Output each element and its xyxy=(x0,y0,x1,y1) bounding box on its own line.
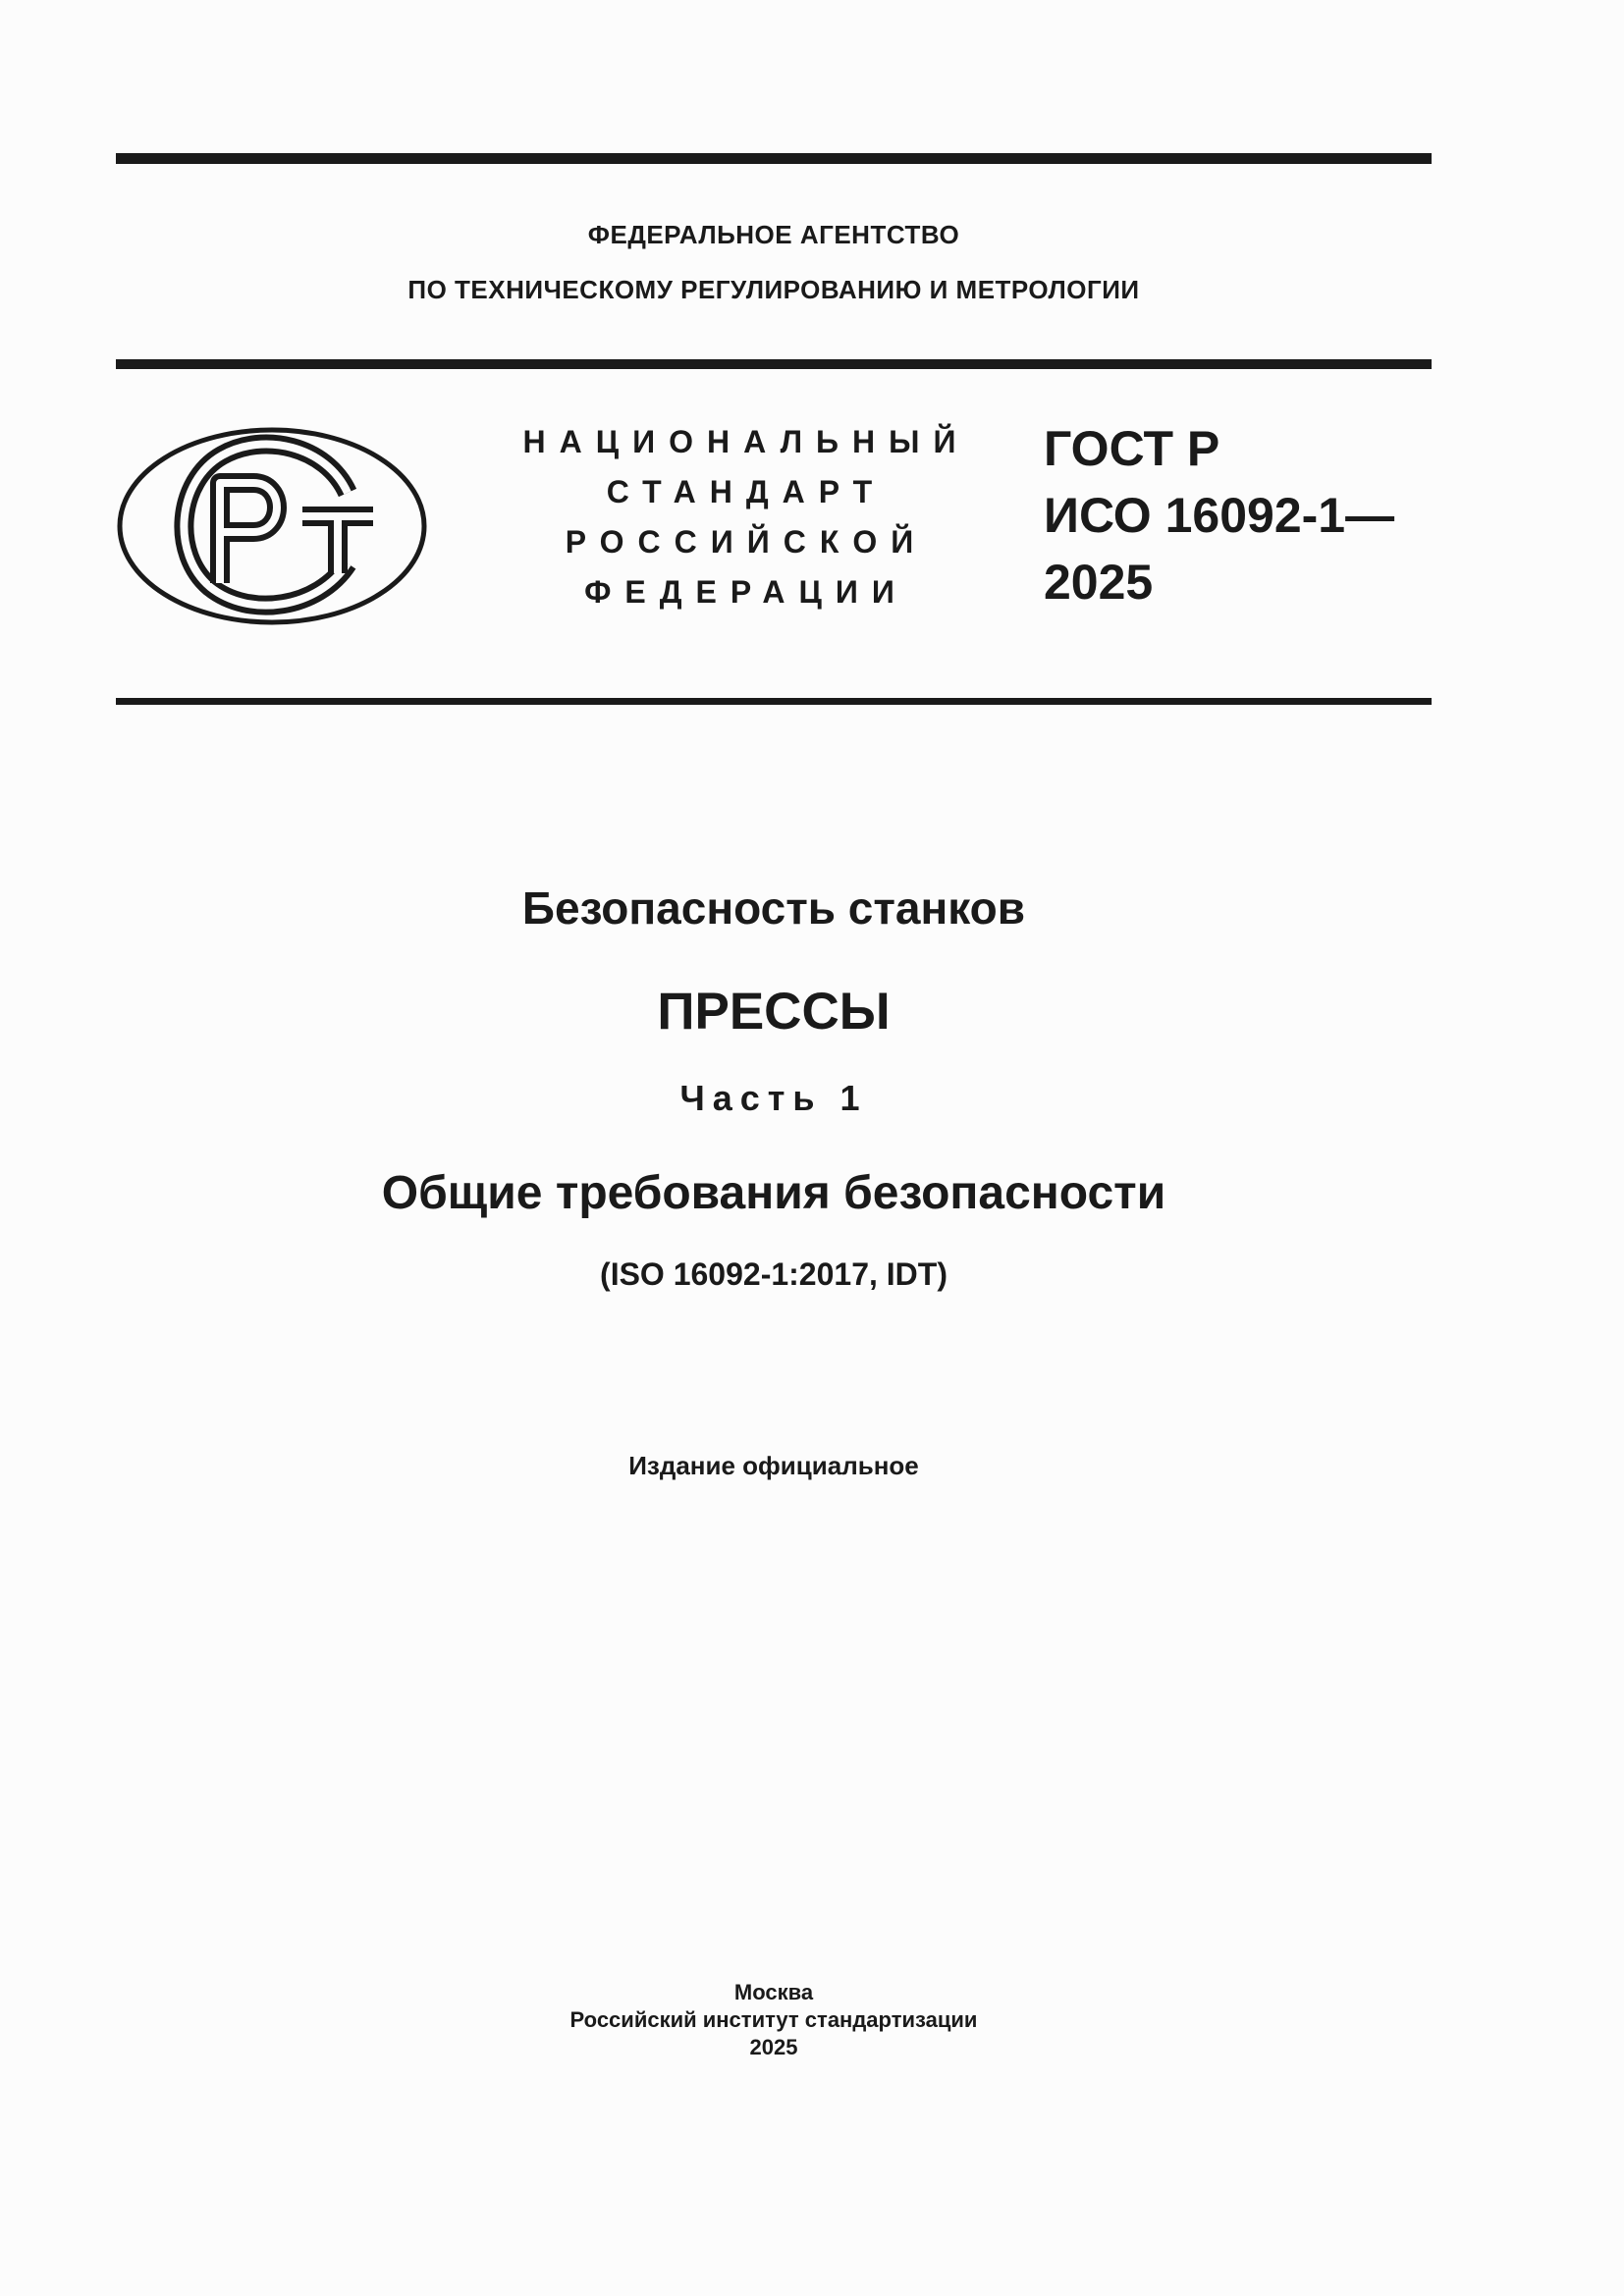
national-standard-line1: НАЦИОНАЛЬНЫЙ xyxy=(522,424,970,459)
header-rule xyxy=(116,359,1432,369)
title-part: Часть 1 xyxy=(679,1078,868,1118)
imprint-city: Москва xyxy=(733,1980,814,2004)
designation-rule xyxy=(116,698,1432,705)
designation-line2: ИСО 16092-1— xyxy=(1044,488,1395,543)
title-subject: Безопасность станков xyxy=(521,882,1026,934)
designation-line3: 2025 xyxy=(1044,555,1154,610)
imprint-publisher: Российский институт стандартизации xyxy=(569,2007,978,2032)
title-main: ПРЕССЫ xyxy=(657,983,891,1041)
iso-reference: (ISO 16092-1:2017, IDT) xyxy=(600,1256,947,1292)
designation-line1: ГОСТ Р xyxy=(1044,421,1220,476)
top-rule xyxy=(116,153,1432,164)
national-standard-line3: РОССИЙСКОЙ xyxy=(565,524,928,560)
national-standard-line4: ФЕДЕРАЦИИ xyxy=(584,574,908,610)
imprint-year: 2025 xyxy=(749,2035,798,2059)
national-standard-line2: СТАНДАРТ xyxy=(606,474,887,509)
rst-certification-mark-icon xyxy=(116,426,428,626)
agency-name-line2: ПО ТЕХНИЧЕСКОМУ РЕГУЛИРОВАНИЮ И МЕТРОЛОГИИ xyxy=(407,275,1140,304)
edition-label: Издание официальное xyxy=(628,1451,919,1480)
agency-name-line1: ФЕДЕРАЛЬНОЕ АГЕНТСТВО xyxy=(587,220,960,249)
title-requirements: Общие требования безопасности xyxy=(381,1167,1166,1219)
